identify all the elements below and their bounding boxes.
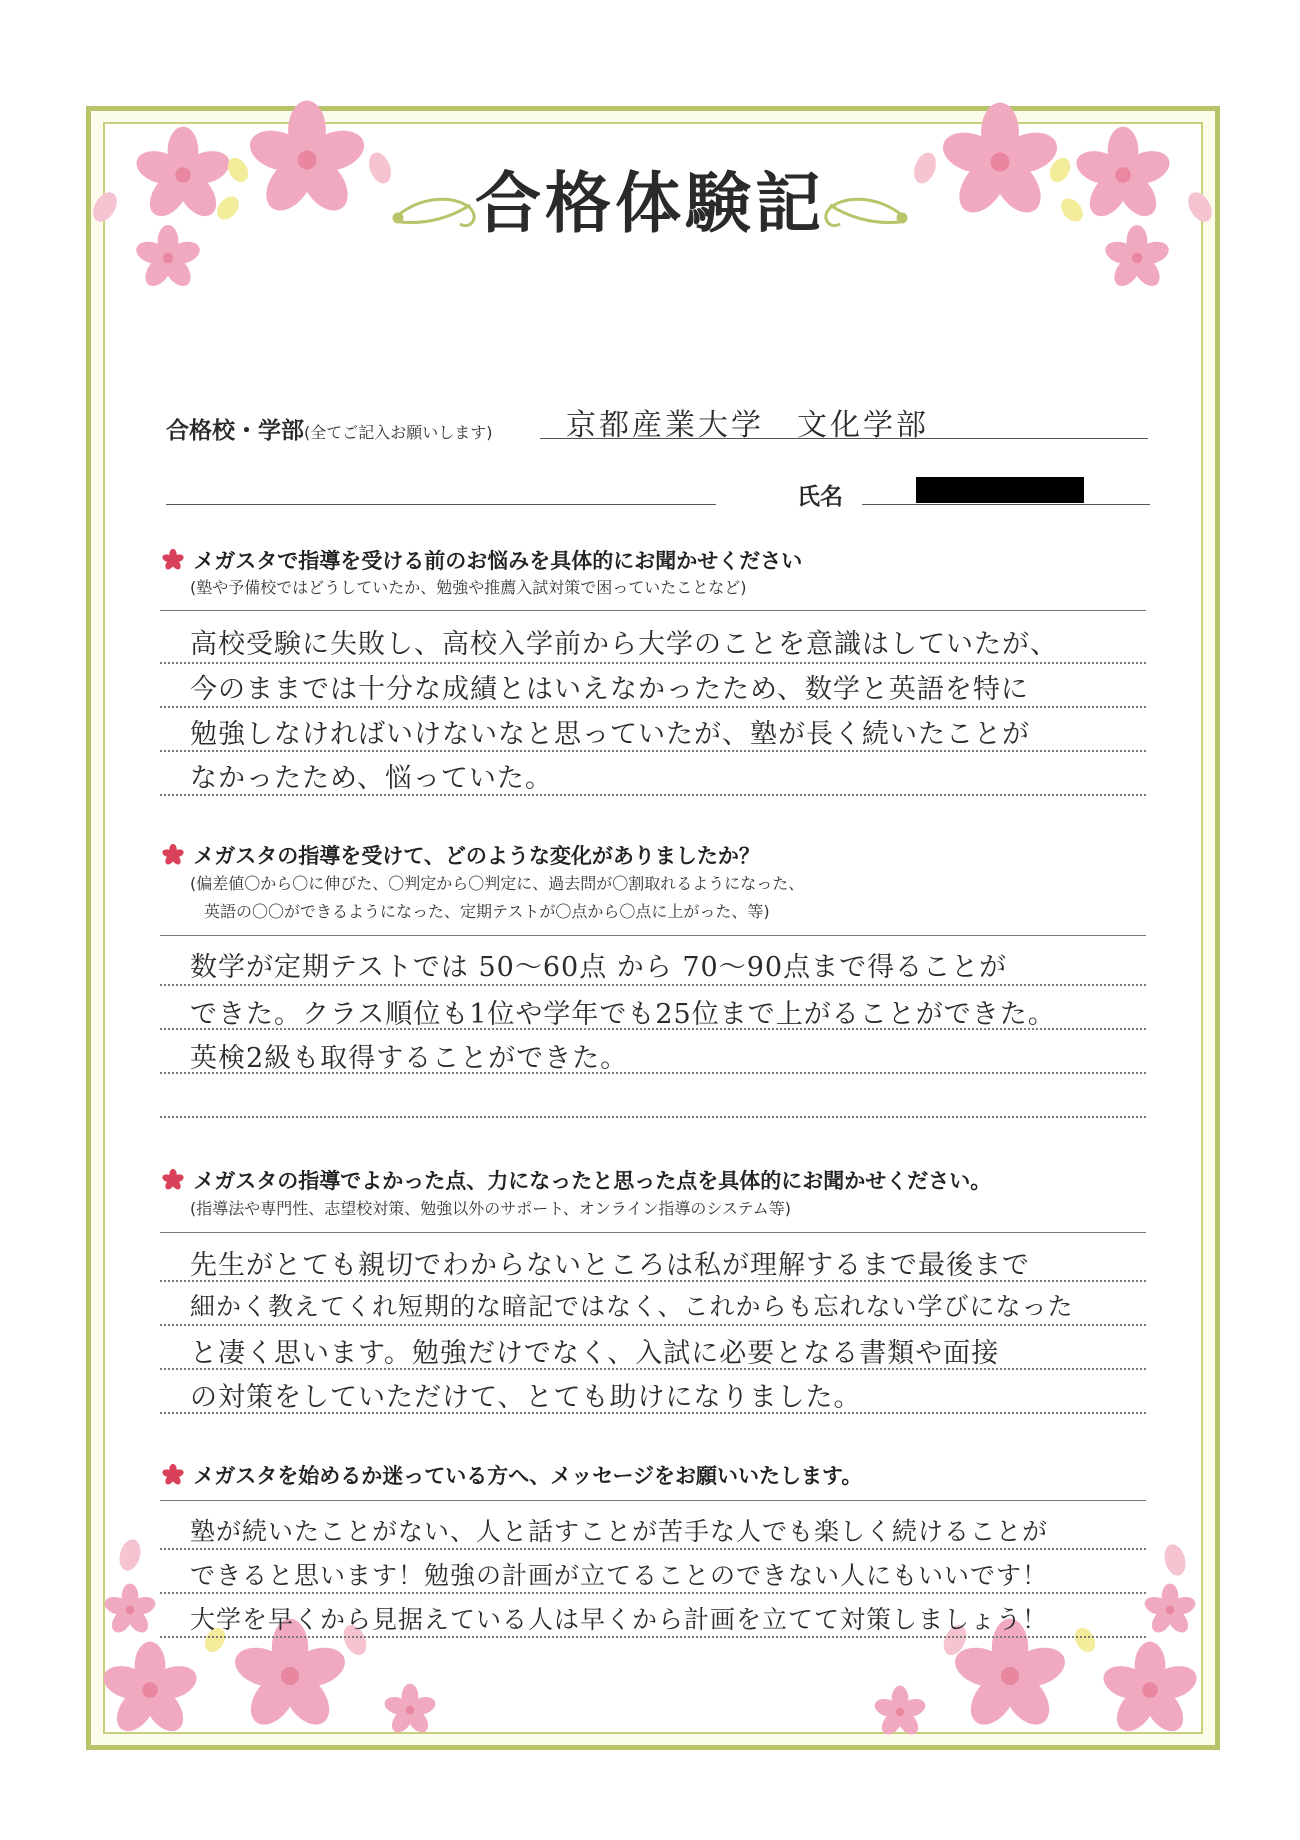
section-question — [160, 545, 802, 575]
dotted-line — [160, 706, 1146, 708]
page-title: 合格体験記 — [475, 164, 825, 242]
answer-line: 今のままでは十分な成績とはいえなかったため、数学と英語を特に — [190, 674, 1029, 705]
dotted-line — [160, 1412, 1146, 1414]
school-note: (全てご記入お願いします) — [304, 423, 493, 442]
school-underline-2 — [166, 504, 716, 505]
answer-top-line — [160, 1232, 1146, 1233]
answer-top-line — [160, 610, 1146, 611]
answer-line: 大学を早くから見据えている人は早くから計画を立てて対策しましょう！ — [190, 1605, 1049, 1634]
school-field-label — [166, 412, 493, 445]
section-question — [160, 1165, 991, 1195]
sakura-flower-icon — [160, 843, 186, 867]
dotted-line — [160, 1028, 1146, 1030]
question-note: 英語の〇〇ができるようになった、定期テストが〇点から〇点に上がった、等) — [204, 902, 770, 921]
dotted-line — [160, 750, 1146, 752]
answer-line: 先生がとても親切でわからないところは私が理解するまで最後まで — [190, 1250, 1030, 1281]
sakura-flower-icon — [160, 1168, 186, 1192]
dotted-line — [160, 1592, 1146, 1594]
dotted-line — [160, 1324, 1146, 1326]
sakura-flower-icon — [160, 1463, 186, 1487]
dotted-line — [160, 984, 1146, 986]
dotted-line — [160, 1072, 1146, 1074]
school-underline — [540, 438, 1148, 439]
question-note: (偏差値〇から〇に伸びた、〇判定から〇判定に、過去問が〇割取れるようになった、 — [190, 874, 805, 893]
dotted-line — [160, 1548, 1146, 1550]
question-text: メガスタを始めるか迷っている方へ、メッセージをお願いいたします。 — [193, 1464, 863, 1488]
answer-line: 細かく教えてくれ短期的な暗記ではなく、これからも忘れない学びになった — [190, 1292, 1074, 1321]
answer-line: 塾が続いたことがない、人と話すことが苦手な人でも楽しく続けることが — [190, 1517, 1049, 1546]
answer-line: と凄く思います。勉強だけでなく、入試に必要となる書類や面接 — [190, 1338, 1000, 1369]
dotted-line — [160, 1636, 1146, 1638]
dotted-line — [160, 794, 1146, 796]
dotted-line — [160, 1280, 1146, 1282]
section-question — [160, 1460, 862, 1490]
answer-line: 高校受験に失敗し、高校入学前から大学のことを意識はしていたが、 — [190, 629, 1058, 660]
answer-line: なかったため、悩っていた。 — [190, 763, 553, 794]
answer-line: できた。クラス順位も1位や学年でも25位まで上がることができた。 — [190, 999, 1056, 1030]
question-note: (塾や予備校ではどうしていたか、勉強や推薦入試対策で困っていたことなど) — [190, 578, 747, 597]
answer-line: 勉強しなければいけないなと思っていたが、塾が長く続いたことが — [190, 719, 1030, 750]
name-redaction — [916, 477, 1084, 503]
sakura-flower-icon — [99, 1642, 201, 1739]
dotted-line — [160, 1368, 1146, 1370]
question-text: メガスタの指導を受けて、どのような変化がありましたか？ — [193, 844, 760, 868]
school-value: 京都産業大学 文化学部 — [566, 408, 929, 443]
sakura-flower-icon — [1099, 1642, 1201, 1739]
sakura-flower-icon — [1142, 1584, 1197, 1637]
sakura-flower-icon — [160, 548, 186, 572]
question-text: メガスタの指導でよかった点、力になったと思った点を具体的にお聞かせください。 — [193, 1169, 992, 1193]
sakura-flower-icon — [382, 1684, 437, 1737]
name-label: 氏名 — [797, 483, 843, 510]
dotted-line — [160, 662, 1146, 664]
sakura-flower-icon — [102, 1584, 157, 1637]
answer-line: できると思います！勉強の計画が立てることのできない人にもいいです！ — [190, 1561, 1049, 1590]
school-label: 合格校・学部 — [166, 417, 304, 444]
question-note: (指導法や専門性、志望校対策、勉強以外のサポート、オンライン指導のシステム等) — [190, 1199, 791, 1218]
answer-top-line — [160, 1500, 1146, 1501]
sakura-flower-icon — [872, 1686, 927, 1739]
section-question — [160, 840, 760, 870]
name-underline — [862, 504, 1150, 505]
question-text: メガスタで指導を受ける前のお悩みを具体的にお聞かせください — [193, 549, 803, 573]
answer-line: の対策をしていただけて、とても助けになりました。 — [190, 1382, 862, 1413]
dotted-line — [160, 1116, 1146, 1118]
answer-line: 英検2級も取得することができた。 — [190, 1043, 629, 1074]
answer-top-line — [160, 935, 1146, 936]
answer-line: 数学が定期テストでは 50〜60点 から 70〜90点まで得ることが — [190, 952, 1008, 983]
